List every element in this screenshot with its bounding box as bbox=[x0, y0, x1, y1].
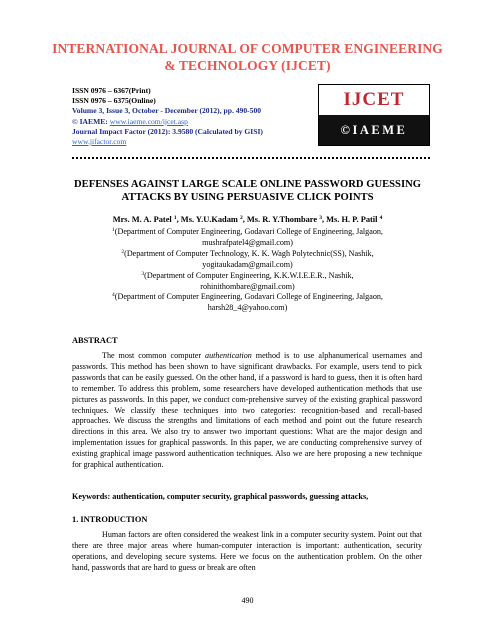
author-3-sup: 3 bbox=[319, 215, 322, 221]
paper-title-line1: DEFENSES AGAINST LARGE SCALE ONLINE PASSWORD GUESSING bbox=[74, 179, 421, 190]
abstract-text-rest: method is to use alphanumerical usernames and passwords. This method has been shown to have significant drawbacks. For example, users tend to pick passwords that can be easily guessed. On the other hand, if a password is hard to guess, then it is often hard to remember. To address this problem, some researchers have developed authentication methods that use pictures as passwords. In this paper, we conduct com-prehensive survey of the existing graphical password techniques. We classify these techniques into two categories: recognition-based and recall-based approaches. We discuss the strengths and limitations of each method and point out the future research directions in this area. We also try to answer two important questions: What are the major design and implementation issues for graphical passwords. In this paper, we are conducting comprehensive survey of existing graphical image password authentication techniques. Also we are here proposing a new technique for graphical authentication. bbox=[72, 351, 422, 470]
logo-iaeme-text: ©IAEME bbox=[319, 115, 429, 145]
affiliation-2-email: yogitaukadam@gmail.com) bbox=[202, 259, 293, 269]
ijcet-logo bbox=[318, 84, 430, 146]
abstract-text-start: The most common computer bbox=[102, 351, 206, 360]
introduction-body bbox=[72, 530, 422, 574]
abstract-emphasis: authentication bbox=[205, 351, 252, 360]
paper-title bbox=[60, 179, 435, 204]
affiliation-1-email: mushrafpatel4@gmail.com) bbox=[202, 237, 293, 247]
affiliation-2-line1: (Department of Computer Technology, K. K. Wagh Polytechnic(SS), Nashik, bbox=[124, 248, 374, 258]
introduction-heading: 1. INTRODUCTION bbox=[72, 515, 148, 524]
affiliation-4-line1: (Department of Computer Engineering, Godavari College of Engineering, Jalgaon, bbox=[114, 292, 383, 302]
affiliations bbox=[60, 227, 435, 314]
author-4-sup: 4 bbox=[379, 215, 383, 221]
affiliation-1-sup: 1 bbox=[112, 227, 115, 233]
journal-meta bbox=[72, 86, 263, 147]
affiliation-1-line1: (Department of Computer Engineering, Godavari College of Engineering, Jalgaon, bbox=[114, 227, 383, 236]
author-1: Mrs. M. A. Patel bbox=[112, 215, 174, 224]
author-1-sup: 1 bbox=[173, 215, 177, 221]
iaeme-link[interactable]: www.iaeme.com/ijcet.asp bbox=[109, 116, 188, 126]
iaeme-prefix: © IAEME: bbox=[72, 116, 110, 126]
keywords-list: authentication, computer security, graphical passwords, guessing attacks, bbox=[112, 492, 369, 501]
page-number: 490 bbox=[241, 596, 254, 605]
journal-title bbox=[0, 40, 495, 74]
introduction-text: Human factors are often considered the weakest link in a computer security system. Point out that there are three major areas where human-computer interaction is important: authentication, security operations, and developing secure systems. Here we focus on the authentication problem. On the other hand, passwords that are hard to guess or break are often bbox=[72, 530, 422, 572]
author-3: , Ms. R. Y.Thombare bbox=[242, 215, 320, 224]
journal-title-line2: & TECHNOLOGY (IJCET) bbox=[164, 58, 331, 73]
paper-title-line2: ATTACKS BY USING PERSUASIVE CLICK POINTS bbox=[121, 191, 374, 203]
author-2: , Ms. Y.U.Kadam bbox=[176, 215, 240, 224]
affiliation-3-email: rohinithombare@gmail.com) bbox=[200, 281, 295, 291]
affiliation-1 bbox=[60, 227, 435, 238]
iaeme-line bbox=[72, 117, 263, 127]
abstract-body bbox=[72, 351, 422, 471]
keywords-label: Keywords: bbox=[72, 492, 113, 501]
journal-title-line1: INTERNATIONAL JOURNAL OF COMPUTER ENGINEERING bbox=[52, 41, 443, 56]
logo-ijcet-text: IJCET bbox=[319, 85, 429, 115]
dotted-divider bbox=[72, 157, 430, 159]
volume-info: Volume 3, Issue 3, October - December (2012), pp. 490-500 bbox=[72, 106, 262, 116]
affiliation-4 bbox=[60, 292, 435, 303]
impact-factor: Journal Impact Factor (2012): 3.9580 (Calculated by GISI) bbox=[72, 126, 263, 136]
author-2-sup: 2 bbox=[239, 215, 243, 221]
author-list bbox=[60, 214, 435, 225]
abstract-heading: ABSTRACT bbox=[72, 336, 118, 345]
affiliation-4-email: harsh28_4@yahoo.com) bbox=[207, 303, 288, 313]
issn-online: ISSN 0976 – 6375(Online) bbox=[72, 96, 156, 106]
affiliation-2 bbox=[60, 249, 435, 260]
keywords bbox=[72, 492, 432, 501]
affiliation-4-sup: 4 bbox=[112, 292, 115, 299]
author-4: , Ms. H. P. Patil bbox=[321, 215, 380, 224]
jifactor-link[interactable]: www.jifactor.com bbox=[72, 137, 127, 147]
issn-print: ISSN 0976 – 6367(Print) bbox=[72, 86, 151, 95]
affiliation-2-sup: 2 bbox=[121, 248, 125, 255]
affiliation-3 bbox=[60, 271, 435, 282]
affiliation-3-line1: (Department of Computer Engineering, K.K.W.I.E.E.R., Nashik, bbox=[144, 270, 354, 280]
affiliation-3-sup: 3 bbox=[141, 270, 145, 277]
